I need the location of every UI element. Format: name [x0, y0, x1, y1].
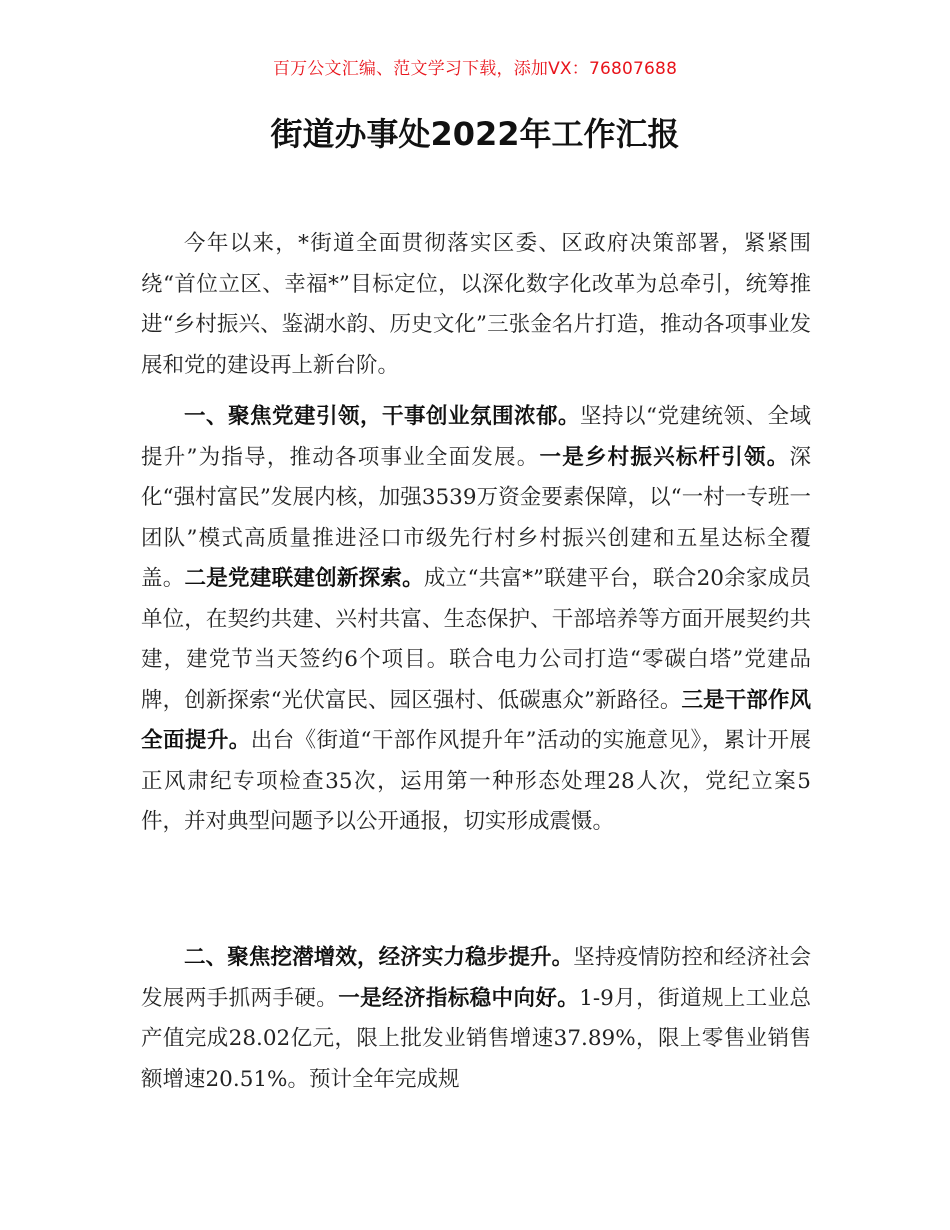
section-1-text: 坚持以“党建统领、全域提升”为指导，推动各项事业全面发展。	[141, 404, 811, 470]
section-1-sub3-heading: 三是干部作风全面提升。	[141, 687, 811, 753]
section-1-sub1-text: 深化“强村富民”发展内核，加强3539万资金要素保障，以“一村一专班一团队”模式高质量推进泾口市级先行村乡村振兴创建和五星达标全覆盖。	[141, 444, 811, 591]
section-2-sub1-heading: 一是经济指标稳中向好。	[338, 985, 580, 1011]
document-title: 街道办事处2022年工作汇报	[270, 115, 680, 153]
section-1-sub3-text: 出台《街道“干部作风提升年”活动的实施意见》，累计开展正风肃纪专项检查35次，运用第一种形态处理28人次，党纪立案5件，并对典型问题予以公开通报，切实形成震慑。	[141, 728, 811, 834]
section-1-sub2-text: 成立“共富*”联建平台，联合20余家成员单位，在契约共建、兴村共富、生态保护、干部培养等方面开展契约共建，建党节当天签约6个项目。联合电力公司打造“零碳白塔”党建品牌，创新探索“光伏富民、园区强村、低碳惠众”新路径。	[141, 566, 811, 713]
section-2-paragraph	[141, 938, 811, 1100]
section-2-text: 坚持疫情防控和经济社会发展两手抓两手硬。	[141, 945, 811, 1011]
intro-paragraph: 今年以来，*街道全面贯彻落实区委、区政府决策部署，紧紧围绕“首位立区、幸福*”目标定位，以深化数字化改革为总牵引，统筹推进“乡村振兴、鉴湖水韵、历史文化”三张金名片打造，推动各项事业发展和党的建设再上新台阶。	[141, 231, 811, 378]
section-2-sub1-text: 1-9月，街道规上工业总产值完成28.02亿元，限上批发业销售增速37.89%，限上零售业销售额增速20.51%。预计全年完成规	[141, 985, 811, 1092]
section-1-paragraph	[141, 397, 811, 843]
section-1-sub2-heading: 二是党建联建创新探索。	[184, 566, 424, 591]
section-1-heading: 一、聚焦党建引领，干事创业氛围浓郁。	[184, 404, 580, 429]
watermark-header: 百万公文汇编、范文学习下载，添加VX：76807688	[272, 59, 678, 79]
section-2-heading: 二、聚焦挖潜增效，经济实力稳步提升。	[184, 945, 574, 970]
section-1-sub1-heading: 一是乡村振兴标杆引领。	[539, 444, 790, 470]
